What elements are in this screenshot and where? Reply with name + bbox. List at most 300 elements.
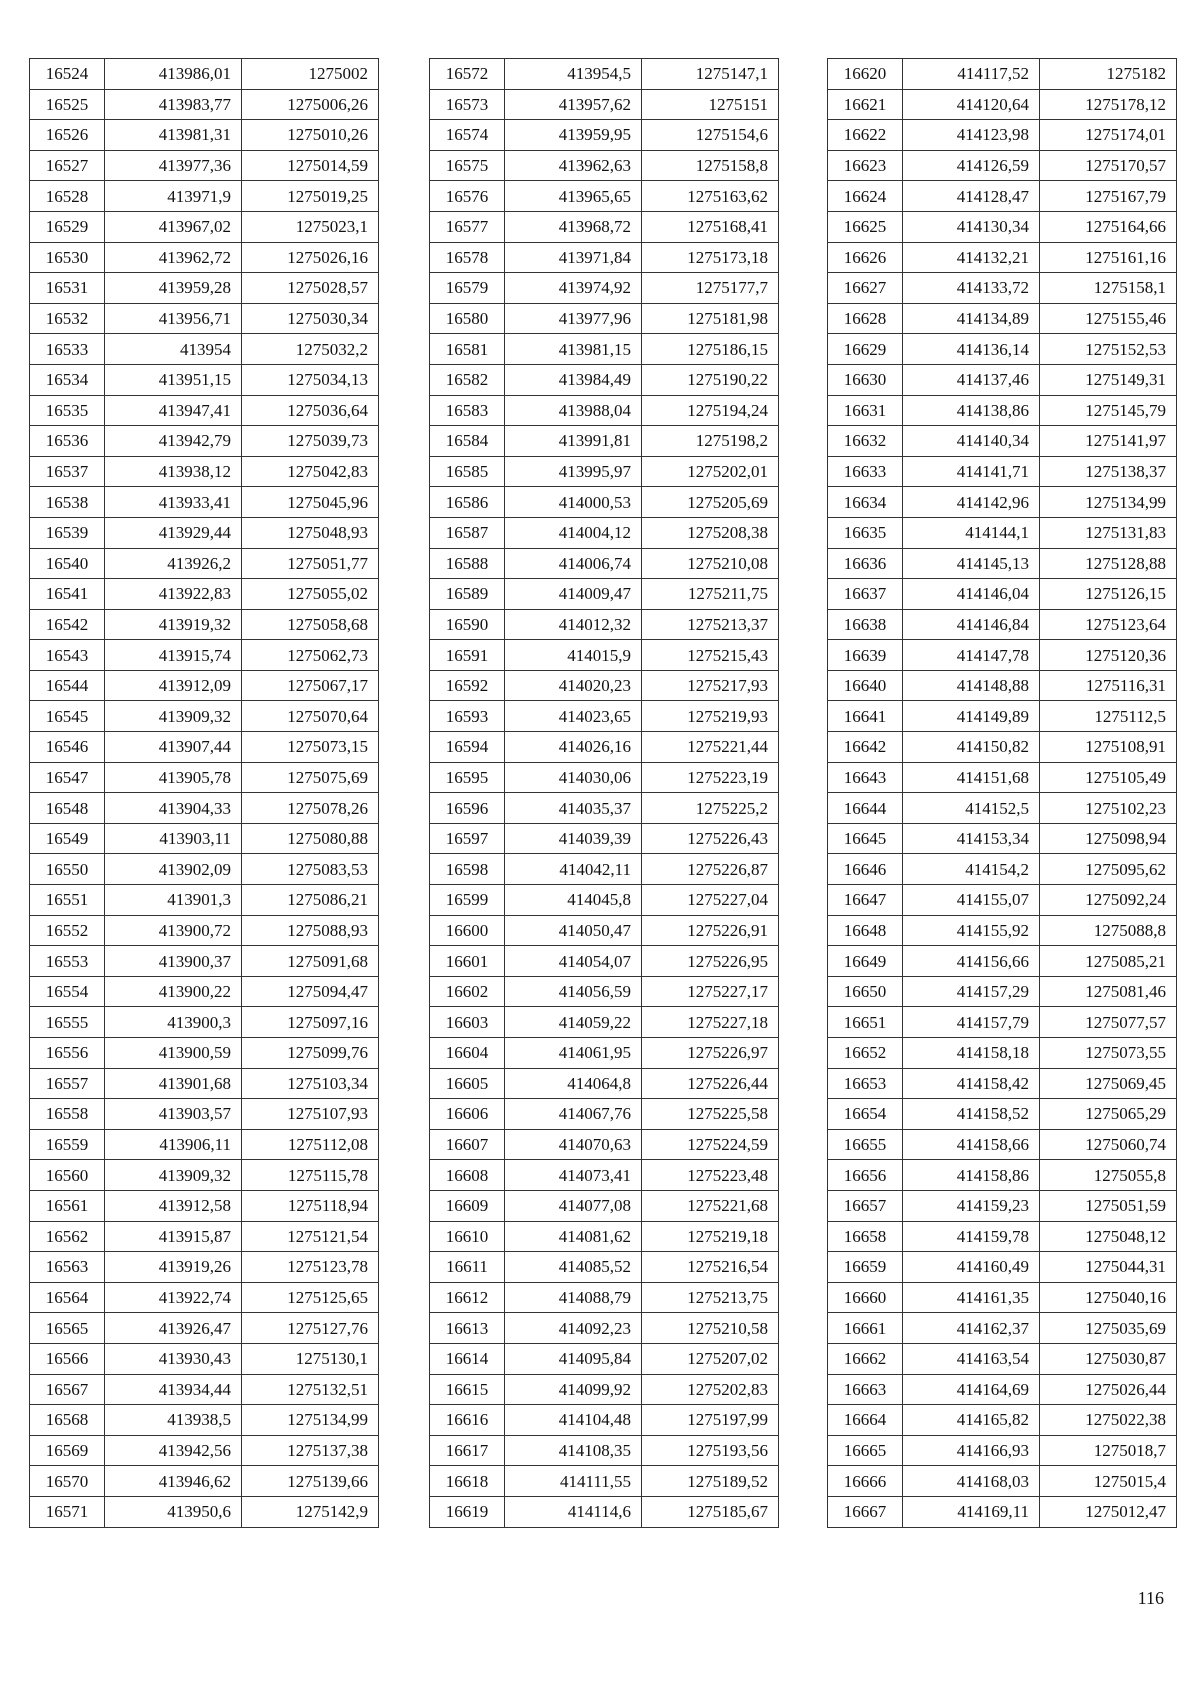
x-coordinate-cell: 413951,15 xyxy=(105,364,242,395)
x-coordinate-cell: 414026,16 xyxy=(505,732,642,763)
x-coordinate-cell: 413919,32 xyxy=(105,609,242,640)
table-row xyxy=(30,854,379,885)
x-coordinate-cell: 414138,86 xyxy=(903,395,1040,426)
point-number-cell: 16618 xyxy=(430,1466,505,1497)
x-coordinate-cell: 413938,5 xyxy=(105,1405,242,1436)
table-row xyxy=(828,487,1177,518)
x-coordinate-cell: 413968,72 xyxy=(505,211,642,242)
y-coordinate-cell: 1275161,16 xyxy=(1040,242,1177,273)
table-row xyxy=(30,150,379,181)
y-coordinate-cell: 1275028,57 xyxy=(242,273,379,304)
table-row xyxy=(828,1099,1177,1130)
table-row xyxy=(30,1252,379,1283)
point-number-cell: 16629 xyxy=(828,334,903,365)
table-row xyxy=(30,181,379,212)
y-coordinate-cell: 1275216,54 xyxy=(642,1252,779,1283)
table-row xyxy=(828,823,1177,854)
y-coordinate-cell: 1275205,69 xyxy=(642,487,779,518)
table-row xyxy=(828,1405,1177,1436)
x-coordinate-cell: 414070,63 xyxy=(505,1129,642,1160)
x-coordinate-cell: 413957,62 xyxy=(505,89,642,120)
y-coordinate-cell: 1275108,91 xyxy=(1040,732,1177,763)
point-number-cell: 16628 xyxy=(828,303,903,334)
y-coordinate-cell: 1275127,76 xyxy=(242,1313,379,1344)
y-coordinate-cell: 1275178,12 xyxy=(1040,89,1177,120)
x-coordinate-cell: 414123,98 xyxy=(903,120,1040,151)
table-row xyxy=(430,273,779,304)
y-coordinate-cell: 1275048,93 xyxy=(242,517,379,548)
point-number-cell: 16640 xyxy=(828,670,903,701)
y-coordinate-cell: 1275155,46 xyxy=(1040,303,1177,334)
x-coordinate-cell: 414156,66 xyxy=(903,946,1040,977)
y-coordinate-cell: 1275138,37 xyxy=(1040,456,1177,487)
table-row xyxy=(30,579,379,610)
y-coordinate-cell: 1275219,93 xyxy=(642,701,779,732)
point-number-cell: 16549 xyxy=(30,823,105,854)
x-coordinate-cell: 414092,23 xyxy=(505,1313,642,1344)
y-coordinate-cell: 1275208,38 xyxy=(642,517,779,548)
point-number-cell: 16551 xyxy=(30,885,105,916)
table-row xyxy=(430,1160,779,1191)
x-coordinate-cell: 413942,79 xyxy=(105,426,242,457)
point-number-cell: 16528 xyxy=(30,181,105,212)
table-row xyxy=(430,303,779,334)
y-coordinate-cell: 1275123,64 xyxy=(1040,609,1177,640)
x-coordinate-cell: 414144,1 xyxy=(903,517,1040,548)
table-row xyxy=(430,854,779,885)
y-coordinate-cell: 1275023,1 xyxy=(242,211,379,242)
point-number-cell: 16525 xyxy=(30,89,105,120)
coordinate-table-3 xyxy=(827,58,1177,1528)
y-coordinate-cell: 1275030,34 xyxy=(242,303,379,334)
table-row xyxy=(430,242,779,273)
table-row xyxy=(30,1496,379,1527)
table-row xyxy=(430,885,779,916)
point-number-cell: 16634 xyxy=(828,487,903,518)
y-coordinate-cell: 1275226,43 xyxy=(642,823,779,854)
x-coordinate-cell: 413905,78 xyxy=(105,762,242,793)
y-coordinate-cell: 1275039,73 xyxy=(242,426,379,457)
point-number-cell: 16663 xyxy=(828,1374,903,1405)
point-number-cell: 16594 xyxy=(430,732,505,763)
table-row xyxy=(828,1190,1177,1221)
x-coordinate-cell: 413915,87 xyxy=(105,1221,242,1252)
y-coordinate-cell: 1275088,93 xyxy=(242,915,379,946)
y-coordinate-cell: 1275048,12 xyxy=(1040,1221,1177,1252)
table-row xyxy=(430,793,779,824)
point-number-cell: 16582 xyxy=(430,364,505,395)
y-coordinate-cell: 1275141,97 xyxy=(1040,426,1177,457)
point-number-cell: 16612 xyxy=(430,1282,505,1313)
table-row xyxy=(430,456,779,487)
point-number-cell: 16584 xyxy=(430,426,505,457)
x-coordinate-cell: 414035,37 xyxy=(505,793,642,824)
point-number-cell: 16572 xyxy=(430,59,505,90)
table-row xyxy=(30,303,379,334)
table-row xyxy=(828,1129,1177,1160)
y-coordinate-cell: 1275193,56 xyxy=(642,1435,779,1466)
point-number-cell: 16586 xyxy=(430,487,505,518)
point-number-cell: 16552 xyxy=(30,915,105,946)
table-row xyxy=(828,1374,1177,1405)
table-row xyxy=(30,762,379,793)
x-coordinate-cell: 413922,83 xyxy=(105,579,242,610)
x-coordinate-cell: 414104,48 xyxy=(505,1405,642,1436)
x-coordinate-cell: 413995,97 xyxy=(505,456,642,487)
point-number-cell: 16641 xyxy=(828,701,903,732)
table-row xyxy=(30,395,379,426)
y-coordinate-cell: 1275073,15 xyxy=(242,732,379,763)
x-coordinate-cell: 413933,41 xyxy=(105,487,242,518)
y-coordinate-cell: 1275018,7 xyxy=(1040,1435,1177,1466)
table-row xyxy=(430,1129,779,1160)
y-coordinate-cell: 1275006,26 xyxy=(242,89,379,120)
point-number-cell: 16637 xyxy=(828,579,903,610)
table-row xyxy=(430,150,779,181)
x-coordinate-cell: 414158,86 xyxy=(903,1160,1040,1191)
table-row xyxy=(430,1038,779,1069)
point-number-cell: 16557 xyxy=(30,1068,105,1099)
point-number-cell: 16530 xyxy=(30,242,105,273)
x-coordinate-cell: 413922,74 xyxy=(105,1282,242,1313)
y-coordinate-cell: 1275055,8 xyxy=(1040,1160,1177,1191)
point-number-cell: 16567 xyxy=(30,1374,105,1405)
point-number-cell: 16611 xyxy=(430,1252,505,1283)
table-row xyxy=(430,1405,779,1436)
y-coordinate-cell: 1275045,96 xyxy=(242,487,379,518)
x-coordinate-cell: 413900,3 xyxy=(105,1007,242,1038)
point-number-cell: 16652 xyxy=(828,1038,903,1069)
x-coordinate-cell: 414012,32 xyxy=(505,609,642,640)
y-coordinate-cell: 1275219,18 xyxy=(642,1221,779,1252)
point-number-cell: 16624 xyxy=(828,181,903,212)
x-coordinate-cell: 413977,36 xyxy=(105,150,242,181)
x-coordinate-cell: 413904,33 xyxy=(105,793,242,824)
point-number-cell: 16537 xyxy=(30,456,105,487)
point-number-cell: 16650 xyxy=(828,976,903,1007)
y-coordinate-cell: 1275181,98 xyxy=(642,303,779,334)
x-coordinate-cell: 414160,49 xyxy=(903,1252,1040,1283)
x-coordinate-cell: 413903,57 xyxy=(105,1099,242,1130)
point-number-cell: 16632 xyxy=(828,426,903,457)
y-coordinate-cell: 1275097,16 xyxy=(242,1007,379,1038)
point-number-cell: 16667 xyxy=(828,1496,903,1527)
x-coordinate-cell: 414158,18 xyxy=(903,1038,1040,1069)
y-coordinate-cell: 1275088,8 xyxy=(1040,915,1177,946)
table-row xyxy=(430,1282,779,1313)
point-number-cell: 16541 xyxy=(30,579,105,610)
x-coordinate-cell: 413947,41 xyxy=(105,395,242,426)
x-coordinate-cell: 413903,11 xyxy=(105,823,242,854)
y-coordinate-cell: 1275078,26 xyxy=(242,793,379,824)
y-coordinate-cell: 1275035,69 xyxy=(1040,1313,1177,1344)
x-coordinate-cell: 414059,22 xyxy=(505,1007,642,1038)
y-coordinate-cell: 1275185,67 xyxy=(642,1496,779,1527)
y-coordinate-cell: 1275210,58 xyxy=(642,1313,779,1344)
point-number-cell: 16566 xyxy=(30,1343,105,1374)
y-coordinate-cell: 1275202,83 xyxy=(642,1374,779,1405)
table-row xyxy=(430,1313,779,1344)
point-number-cell: 16603 xyxy=(430,1007,505,1038)
table-row xyxy=(430,732,779,763)
y-coordinate-cell: 1275134,99 xyxy=(1040,487,1177,518)
point-number-cell: 16643 xyxy=(828,762,903,793)
table-row xyxy=(828,701,1177,732)
table-row xyxy=(828,1343,1177,1374)
x-coordinate-cell: 414020,23 xyxy=(505,670,642,701)
point-number-cell: 16666 xyxy=(828,1466,903,1497)
x-coordinate-cell: 413900,72 xyxy=(105,915,242,946)
y-coordinate-cell: 1275060,74 xyxy=(1040,1129,1177,1160)
point-number-cell: 16609 xyxy=(430,1190,505,1221)
point-number-cell: 16601 xyxy=(430,946,505,977)
point-number-cell: 16659 xyxy=(828,1252,903,1283)
point-number-cell: 16655 xyxy=(828,1129,903,1160)
point-number-cell: 16555 xyxy=(30,1007,105,1038)
point-number-cell: 16578 xyxy=(430,242,505,273)
point-number-cell: 16638 xyxy=(828,609,903,640)
point-number-cell: 16565 xyxy=(30,1313,105,1344)
point-number-cell: 16561 xyxy=(30,1190,105,1221)
point-number-cell: 16592 xyxy=(430,670,505,701)
y-coordinate-cell: 1275112,08 xyxy=(242,1129,379,1160)
x-coordinate-cell: 414009,47 xyxy=(505,579,642,610)
table-row xyxy=(30,885,379,916)
point-number-cell: 16524 xyxy=(30,59,105,90)
x-coordinate-cell: 414149,89 xyxy=(903,701,1040,732)
x-coordinate-cell: 413959,28 xyxy=(105,273,242,304)
y-coordinate-cell: 1275152,53 xyxy=(1040,334,1177,365)
y-coordinate-cell: 1275139,66 xyxy=(242,1466,379,1497)
point-number-cell: 16660 xyxy=(828,1282,903,1313)
table-row xyxy=(30,517,379,548)
coordinate-table-1 xyxy=(29,58,379,1528)
x-coordinate-cell: 414023,65 xyxy=(505,701,642,732)
point-number-cell: 16591 xyxy=(430,640,505,671)
x-coordinate-cell: 413983,77 xyxy=(105,89,242,120)
point-number-cell: 16615 xyxy=(430,1374,505,1405)
table-row xyxy=(828,1007,1177,1038)
y-coordinate-cell: 1275223,48 xyxy=(642,1160,779,1191)
table-row xyxy=(30,426,379,457)
table-row xyxy=(828,1160,1177,1191)
table-row xyxy=(30,1129,379,1160)
y-coordinate-cell: 1275094,47 xyxy=(242,976,379,1007)
y-coordinate-cell: 1275115,78 xyxy=(242,1160,379,1191)
x-coordinate-cell: 414073,41 xyxy=(505,1160,642,1191)
y-coordinate-cell: 1275080,88 xyxy=(242,823,379,854)
x-coordinate-cell: 414155,07 xyxy=(903,885,1040,916)
y-coordinate-cell: 1275086,21 xyxy=(242,885,379,916)
y-coordinate-cell: 1275036,64 xyxy=(242,395,379,426)
point-number-cell: 16585 xyxy=(430,456,505,487)
point-number-cell: 16527 xyxy=(30,150,105,181)
y-coordinate-cell: 1275073,55 xyxy=(1040,1038,1177,1069)
x-coordinate-cell: 414117,52 xyxy=(903,59,1040,90)
y-coordinate-cell: 1275226,44 xyxy=(642,1068,779,1099)
x-coordinate-cell: 414126,59 xyxy=(903,150,1040,181)
point-number-cell: 16590 xyxy=(430,609,505,640)
point-number-cell: 16534 xyxy=(30,364,105,395)
x-coordinate-cell: 413900,37 xyxy=(105,946,242,977)
point-number-cell: 16543 xyxy=(30,640,105,671)
y-coordinate-cell: 1275120,36 xyxy=(1040,640,1177,671)
y-coordinate-cell: 1275128,88 xyxy=(1040,548,1177,579)
point-number-cell: 16606 xyxy=(430,1099,505,1130)
x-coordinate-cell: 414081,62 xyxy=(505,1221,642,1252)
table-row xyxy=(30,242,379,273)
x-coordinate-cell: 414006,74 xyxy=(505,548,642,579)
table-row xyxy=(430,1007,779,1038)
point-number-cell: 16622 xyxy=(828,120,903,151)
point-number-cell: 16575 xyxy=(430,150,505,181)
table-row xyxy=(828,59,1177,90)
table-row xyxy=(30,334,379,365)
point-number-cell: 16647 xyxy=(828,885,903,916)
table-row xyxy=(30,1374,379,1405)
x-coordinate-cell: 414130,34 xyxy=(903,211,1040,242)
y-coordinate-cell: 1275142,9 xyxy=(242,1496,379,1527)
y-coordinate-cell: 1275099,76 xyxy=(242,1038,379,1069)
point-number-cell: 16587 xyxy=(430,517,505,548)
point-number-cell: 16529 xyxy=(30,211,105,242)
y-coordinate-cell: 1275130,1 xyxy=(242,1343,379,1374)
x-coordinate-cell: 414163,54 xyxy=(903,1343,1040,1374)
x-coordinate-cell: 414120,64 xyxy=(903,89,1040,120)
table-row xyxy=(828,273,1177,304)
y-coordinate-cell: 1275198,2 xyxy=(642,426,779,457)
x-coordinate-cell: 414150,82 xyxy=(903,732,1040,763)
table-row xyxy=(30,1343,379,1374)
point-number-cell: 16573 xyxy=(430,89,505,120)
table-row xyxy=(30,1405,379,1436)
x-coordinate-cell: 414067,76 xyxy=(505,1099,642,1130)
x-coordinate-cell: 413934,44 xyxy=(105,1374,242,1405)
y-coordinate-cell: 1275026,44 xyxy=(1040,1374,1177,1405)
y-coordinate-cell: 1275190,22 xyxy=(642,364,779,395)
y-coordinate-cell: 1275223,19 xyxy=(642,762,779,793)
y-coordinate-cell: 1275227,18 xyxy=(642,1007,779,1038)
table-row xyxy=(430,211,779,242)
table-row xyxy=(430,1496,779,1527)
y-coordinate-cell: 1275098,94 xyxy=(1040,823,1177,854)
point-number-cell: 16545 xyxy=(30,701,105,732)
point-number-cell: 16548 xyxy=(30,793,105,824)
table-row xyxy=(828,456,1177,487)
x-coordinate-cell: 414151,68 xyxy=(903,762,1040,793)
point-number-cell: 16570 xyxy=(30,1466,105,1497)
point-number-cell: 16642 xyxy=(828,732,903,763)
x-coordinate-cell: 413956,71 xyxy=(105,303,242,334)
x-coordinate-cell: 413977,96 xyxy=(505,303,642,334)
point-number-cell: 16554 xyxy=(30,976,105,1007)
point-number-cell: 16531 xyxy=(30,273,105,304)
table-row xyxy=(828,976,1177,1007)
table-row xyxy=(30,946,379,977)
table-row xyxy=(828,946,1177,977)
x-coordinate-cell: 414154,2 xyxy=(903,854,1040,885)
point-number-cell: 16626 xyxy=(828,242,903,273)
table-row xyxy=(30,1099,379,1130)
point-number-cell: 16658 xyxy=(828,1221,903,1252)
y-coordinate-cell: 1275226,87 xyxy=(642,854,779,885)
point-number-cell: 16546 xyxy=(30,732,105,763)
point-number-cell: 16595 xyxy=(430,762,505,793)
table-row xyxy=(430,364,779,395)
table-row xyxy=(30,701,379,732)
x-coordinate-cell: 413930,43 xyxy=(105,1343,242,1374)
x-coordinate-cell: 414162,37 xyxy=(903,1313,1040,1344)
y-coordinate-cell: 1275062,73 xyxy=(242,640,379,671)
y-coordinate-cell: 1275226,97 xyxy=(642,1038,779,1069)
x-coordinate-cell: 414128,47 xyxy=(903,181,1040,212)
point-number-cell: 16568 xyxy=(30,1405,105,1436)
x-coordinate-cell: 414145,13 xyxy=(903,548,1040,579)
x-coordinate-cell: 414108,35 xyxy=(505,1435,642,1466)
x-coordinate-cell: 414153,34 xyxy=(903,823,1040,854)
point-number-cell: 16625 xyxy=(828,211,903,242)
point-number-cell: 16645 xyxy=(828,823,903,854)
x-coordinate-cell: 413926,2 xyxy=(105,548,242,579)
table-row xyxy=(30,120,379,151)
table-row xyxy=(30,211,379,242)
x-coordinate-cell: 413902,09 xyxy=(105,854,242,885)
x-coordinate-cell: 414000,53 xyxy=(505,487,642,518)
y-coordinate-cell: 1275126,15 xyxy=(1040,579,1177,610)
table-row xyxy=(30,793,379,824)
point-number-cell: 16562 xyxy=(30,1221,105,1252)
table-row xyxy=(828,670,1177,701)
y-coordinate-cell: 1275012,47 xyxy=(1040,1496,1177,1527)
point-number-cell: 16644 xyxy=(828,793,903,824)
point-number-cell: 16526 xyxy=(30,120,105,151)
y-coordinate-cell: 1275189,52 xyxy=(642,1466,779,1497)
x-coordinate-cell: 413901,3 xyxy=(105,885,242,916)
table-row xyxy=(828,885,1177,916)
point-number-cell: 16619 xyxy=(430,1496,505,1527)
point-number-cell: 16665 xyxy=(828,1435,903,1466)
y-coordinate-cell: 1275121,54 xyxy=(242,1221,379,1252)
table-row xyxy=(828,1038,1177,1069)
y-coordinate-cell: 1275167,79 xyxy=(1040,181,1177,212)
y-coordinate-cell: 1275131,83 xyxy=(1040,517,1177,548)
table-row xyxy=(430,89,779,120)
x-coordinate-cell: 414056,59 xyxy=(505,976,642,1007)
y-coordinate-cell: 1275116,31 xyxy=(1040,670,1177,701)
x-coordinate-cell: 413942,56 xyxy=(105,1435,242,1466)
x-coordinate-cell: 414146,84 xyxy=(903,609,1040,640)
x-coordinate-cell: 414111,55 xyxy=(505,1466,642,1497)
y-coordinate-cell: 1275092,24 xyxy=(1040,885,1177,916)
table-row xyxy=(430,181,779,212)
y-coordinate-cell: 1275125,65 xyxy=(242,1282,379,1313)
x-coordinate-cell: 413946,62 xyxy=(105,1466,242,1497)
y-coordinate-cell: 1275058,68 xyxy=(242,609,379,640)
y-coordinate-cell: 1275081,46 xyxy=(1040,976,1177,1007)
y-coordinate-cell: 1275002 xyxy=(242,59,379,90)
point-number-cell: 16542 xyxy=(30,609,105,640)
point-number-cell: 16649 xyxy=(828,946,903,977)
y-coordinate-cell: 1275207,02 xyxy=(642,1343,779,1374)
x-coordinate-cell: 414015,9 xyxy=(505,640,642,671)
point-number-cell: 16654 xyxy=(828,1099,903,1130)
y-coordinate-cell: 1275077,57 xyxy=(1040,1007,1177,1038)
point-number-cell: 16627 xyxy=(828,273,903,304)
point-number-cell: 16569 xyxy=(30,1435,105,1466)
x-coordinate-cell: 414152,5 xyxy=(903,793,1040,824)
x-coordinate-cell: 413912,58 xyxy=(105,1190,242,1221)
page-number: 116 xyxy=(1137,1588,1164,1608)
